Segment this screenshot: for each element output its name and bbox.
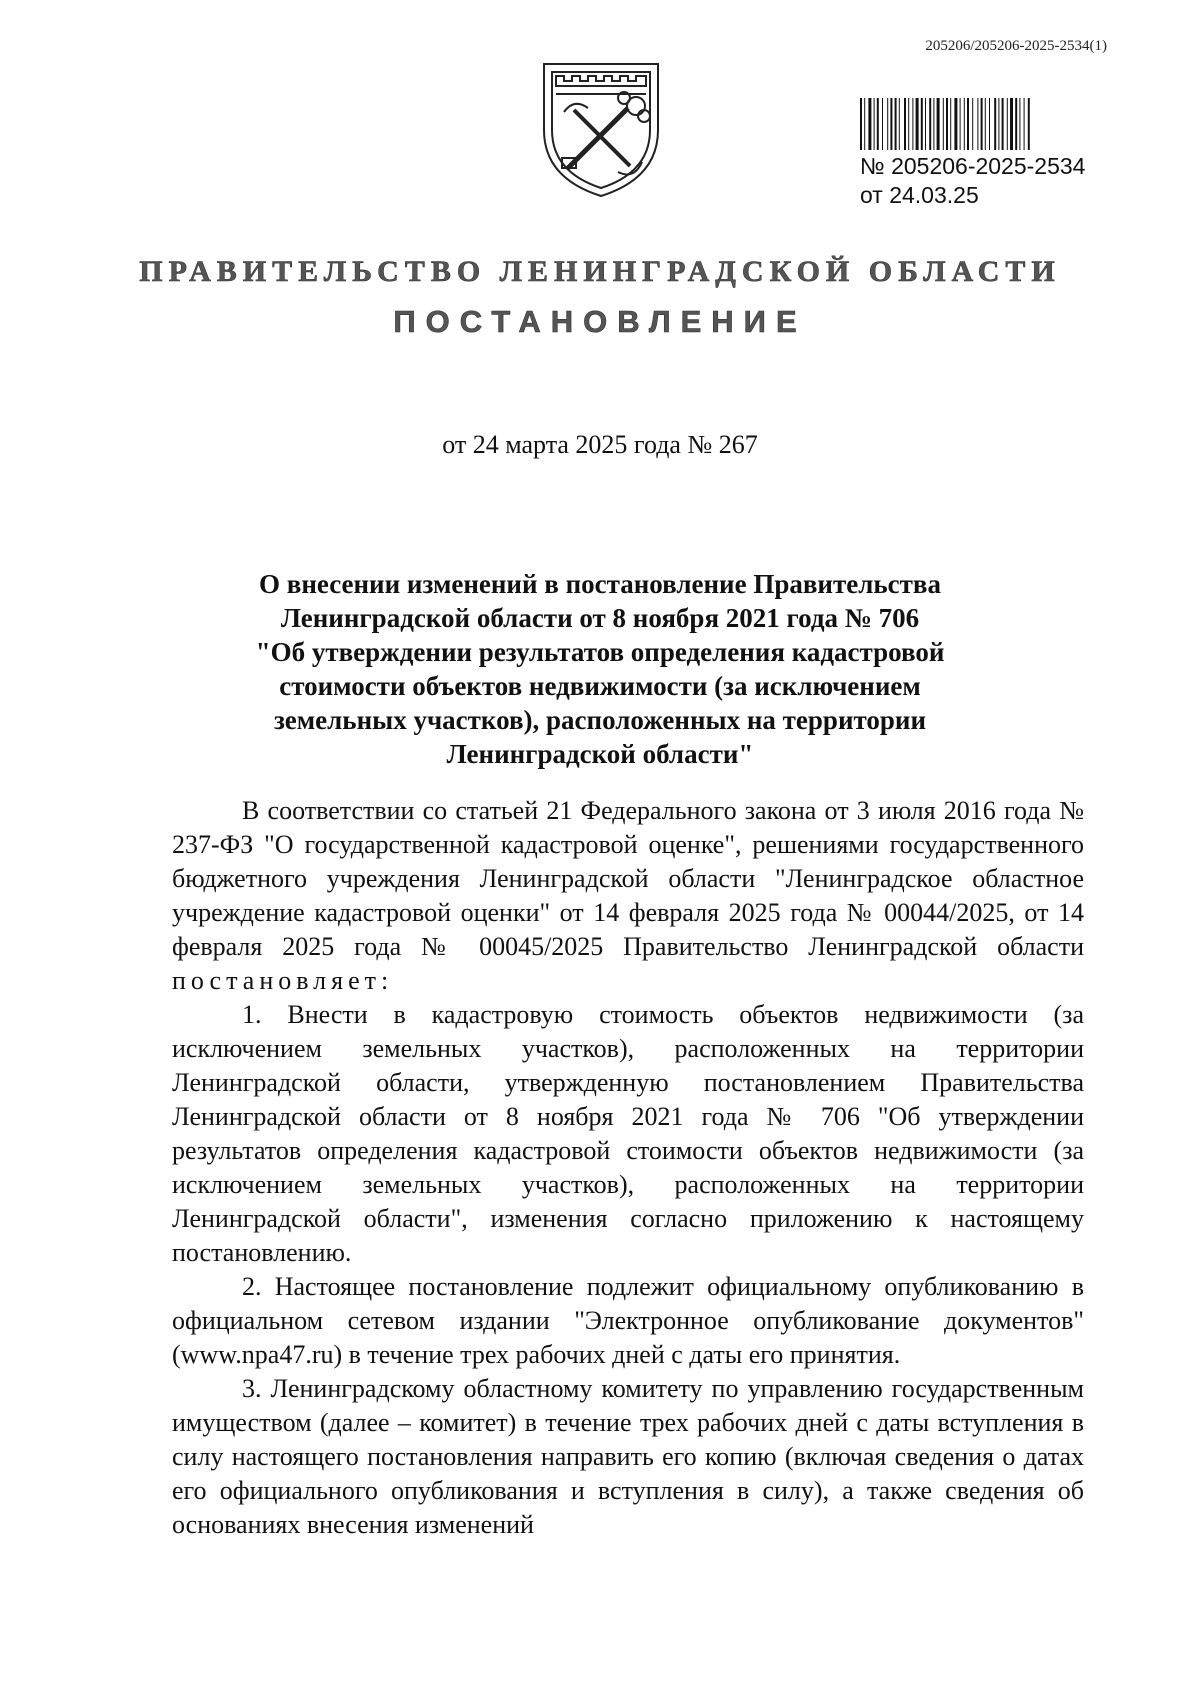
preamble-text: В соответствии со статьей 21 Федерального закона от 3 июля 2016 года № 237-ФЗ "О государственной кадастровой оценке", решениями государственного бюджетного учреждения Ленинградской области "Ленинградское областное учреждение кадастровой оценки" от 14 февраля 2025 года № 00044/2025, от 14 февраля 2025 года № 00045/2025 Правительство Ленинградской области (172, 796, 1084, 961)
document-type: ПОСТАНОВЛЕНИЕ (393, 304, 807, 339)
document-body (172, 794, 1084, 1542)
document-date: от 24 марта 2025 года № 267 (442, 430, 758, 459)
paragraph-3: 3. Ленинградскому областному комитету по управлению государственным имуществом (далее – комитет) в течение трех рабочих дней с даты вступления в силу настоящего постановления направить его копию (включая сведения о датах его официального опубликования и вступления в силу), а также сведения об основаниях внесения изменений (172, 1374, 1084, 1539)
title-line: "Об утверждении результатов определения кадастровой (255, 637, 945, 667)
title-line: земельных участков), расположенных на территории (273, 705, 927, 735)
title-line: Ленинградской области" (446, 739, 754, 769)
title-line: О внесении изменений в постановление Правительства (259, 569, 941, 599)
registration-stamp (860, 152, 1085, 210)
document-id: 205206/205206-2025-2534(1) (925, 38, 1107, 54)
document-title (175, 567, 1025, 771)
title-line: Ленинградской области от 8 ноября 2021 года № 706 (280, 603, 920, 633)
registration-date: от 24.03.25 (860, 182, 979, 208)
organization-name: ПРАВИТЕЛЬСТВО ЛЕНИНГРАДСКОЙ ОБЛАСТИ (139, 255, 1061, 288)
title-line: стоимости объектов недвижимости (за исключением (279, 671, 921, 701)
preamble-paragraph (172, 794, 1084, 998)
coat-of-arms-icon (538, 50, 664, 200)
paragraph-1: 1. Внести в кадастровую стоимость объектов недвижимости (за исключением земельных участков), расположенных на территории Ленинградской области, утвержденную постановлением Правительства Ленинградской области от 8 ноября 2021 года № 706 "Об утверждении результатов определения кадастровой стоимости объектов недвижимости (за исключением земельных участков), расположенных на территории Ленинградской области", изменения согласно приложению к настоящему постановлению. (172, 1000, 1084, 1267)
registration-number: № 205206-2025-2534 (860, 153, 1086, 179)
decree-word: постановляет: (172, 966, 394, 995)
barcode-icon (860, 98, 1106, 150)
paragraph-2: 2. Настоящее постановление подлежит официальному опубликованию в официальном сетевом издании "Электронное опубликование документов" (www.npa47.ru) в течение трех рабочих дней с даты его принятия. (172, 1272, 1084, 1369)
